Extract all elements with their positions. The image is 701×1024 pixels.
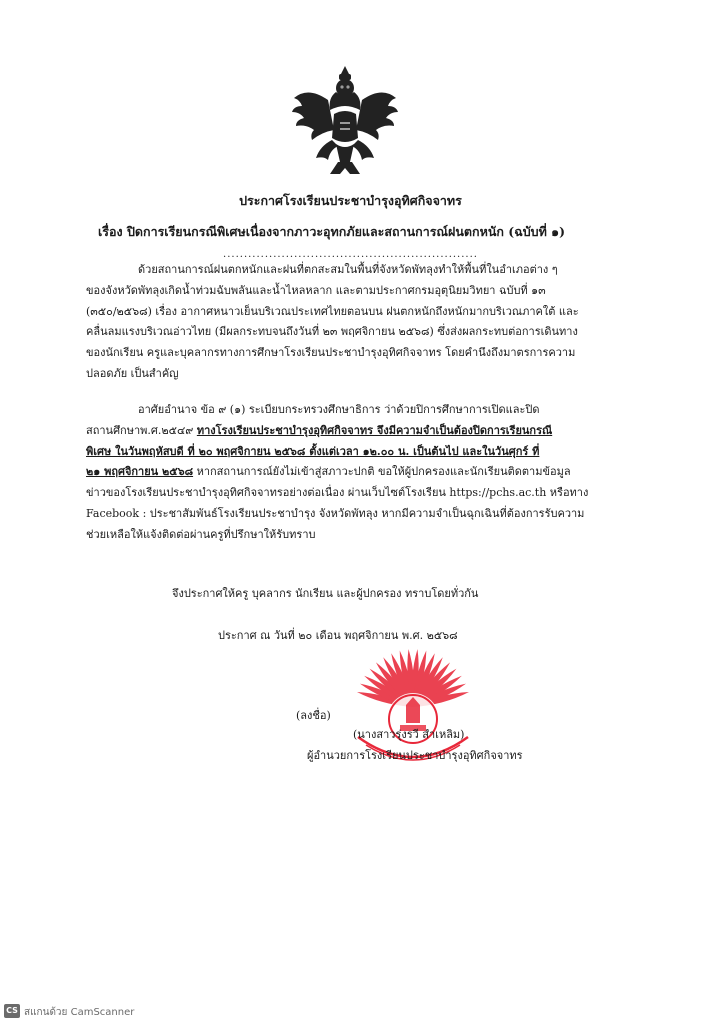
- paragraph-2: [86, 400, 588, 546]
- camscanner-logo-icon: CS: [4, 1004, 20, 1018]
- paragraph-2-line: [86, 442, 588, 463]
- announcement-title: ประกาศโรงเรียนประชาบำรุงอุทิศกิจจาทร: [239, 193, 462, 208]
- paragraph-1-line: ด้วยสถานการณ์ฝนตกหนักและฝนที่ตกสะสมในพื้นที่จังหวัดพัทลุงทำให้พื้นที่ในอำเภอต่าง ๆ: [138, 263, 558, 276]
- paragraph-2-line: อาศัยอำนาจ ข้อ ๙ (๑) ระเบียบกระทรวงศึกษาธิการ ว่าด้วยปิการศึกษาการเปิดและปิด: [138, 403, 540, 416]
- paragraph-2-line: ช่วยเหลือให้แจ้งติดต่อผ่านครูที่ปรึกษาให้รับทราบ: [86, 527, 316, 541]
- title-separator: .............................................................: [223, 249, 478, 260]
- paragraph-2-line: ข่าวของโรงเรียนประชาบำรุงอุทิศกิจจาทรอย่างต่อเนื่อง ผ่านเว็บไซต์โรงเรียน https://pchs.ac.th หรือทาง: [86, 486, 589, 500]
- garuda-emblem-icon: [290, 62, 400, 177]
- closing-statement: จึงประกาศให้ครู บุคลากร นักเรียน และผู้ปกครอง ทราบโดยทั่วกัน: [172, 587, 479, 600]
- closure-date-end-underlined: ๒๑ พฤศจิกายน ๒๕๖๘: [86, 465, 194, 479]
- paragraph-1-line: ของจังหวัดพัทลุงเกิดน้ำท่วมฉับพลันและน้ำไหลหลาก และตามประกาศกรมอุตุนิยมวิทยา ฉบับที่ ๑๓: [86, 283, 546, 297]
- paragraph-1: [86, 260, 579, 385]
- closure-dates-underlined: พิเศษ ในวันพฤหัสบดี ที่ ๒๐ พฤศจิกายน ๒๕๖๘ ตั้งแต่เวลา ๑๒.๐๐ น. เป็นต้นไป และในวันศุกร์ ที่: [86, 444, 540, 458]
- scanner-watermark: [0, 1000, 701, 1024]
- paragraph-2-line: [86, 462, 588, 483]
- paragraph-2-text: สถานศึกษาพ.ศ.๒๕๔๙: [86, 423, 197, 437]
- signatory-name: (นางสาวรุ่งรวี สำเหลิม): [353, 728, 465, 741]
- paragraph-1-line: คลื่นลมแรงบริเวณอ่าวไทย (มีผลกระทบจนถึงวันที่ ๒๓ พฤศจิกายน ๒๕๖๘) ซึ่งส่งผลกระทบต่อการเดินทาง: [86, 325, 578, 339]
- paragraph-1-line: ของนักเรียน ครูและบุคลากรทางการศึกษาโรงเรียนประชาบำรุงอุทิศกิจจาทร โดยคำนึงถึงมาตรการความ: [86, 346, 576, 360]
- camscanner-label: สแกนด้วย CamScanner: [24, 1007, 135, 1018]
- announcement-date: ประกาศ ณ วันที่ ๒๐ เดือน พฤศจิกายน พ.ศ. ๒๕๖๘: [218, 629, 458, 642]
- paragraph-2-line: Facebook : ประชาสัมพันธ์โรงเรียนประชาบำรุง จังหวัดพัทลุง หากมีความจำเป็นฉุกเฉินที่ต้องการรับความ: [86, 506, 585, 520]
- paragraph-2-text: หากสถานการณ์ยังไม่เข้าสู่สภาวะปกติ ขอให้ผู้ปกครองและนักเรียนติดตามข้อมูล: [193, 465, 571, 479]
- announcement-subject: เรื่อง ปิดการเรียนกรณีพิเศษเนื่องจากภาวะอุทกภัยและสถานการณ์ฝนตกหนัก (ฉบับที่ ๑): [98, 224, 566, 239]
- signature-label: (ลงชื่อ): [296, 709, 331, 722]
- paragraph-2-line: [86, 421, 588, 442]
- paragraph-1-line: (๓๕๐/๒๕๖๘) เรื่อง อากาศหนาวเย็นบริเวณประเทศไทยตอนบน ฝนตกหนักถึงหนักมากบริเวณภาคใต้ และ: [86, 304, 579, 318]
- signatory-position: ผู้อำนวยการโรงเรียนประชาบำรุงอุทิศกิจจาทร: [307, 749, 523, 762]
- paragraph-1-line: ปลอดภัย เป็นสำคัญ: [86, 366, 179, 380]
- closure-notice-underlined: ทางโรงเรียนประชาบำรุงอุทิศกิจจาทร จึงมีความจำเป็นต้องปิดการเรียนกรณี: [196, 423, 553, 437]
